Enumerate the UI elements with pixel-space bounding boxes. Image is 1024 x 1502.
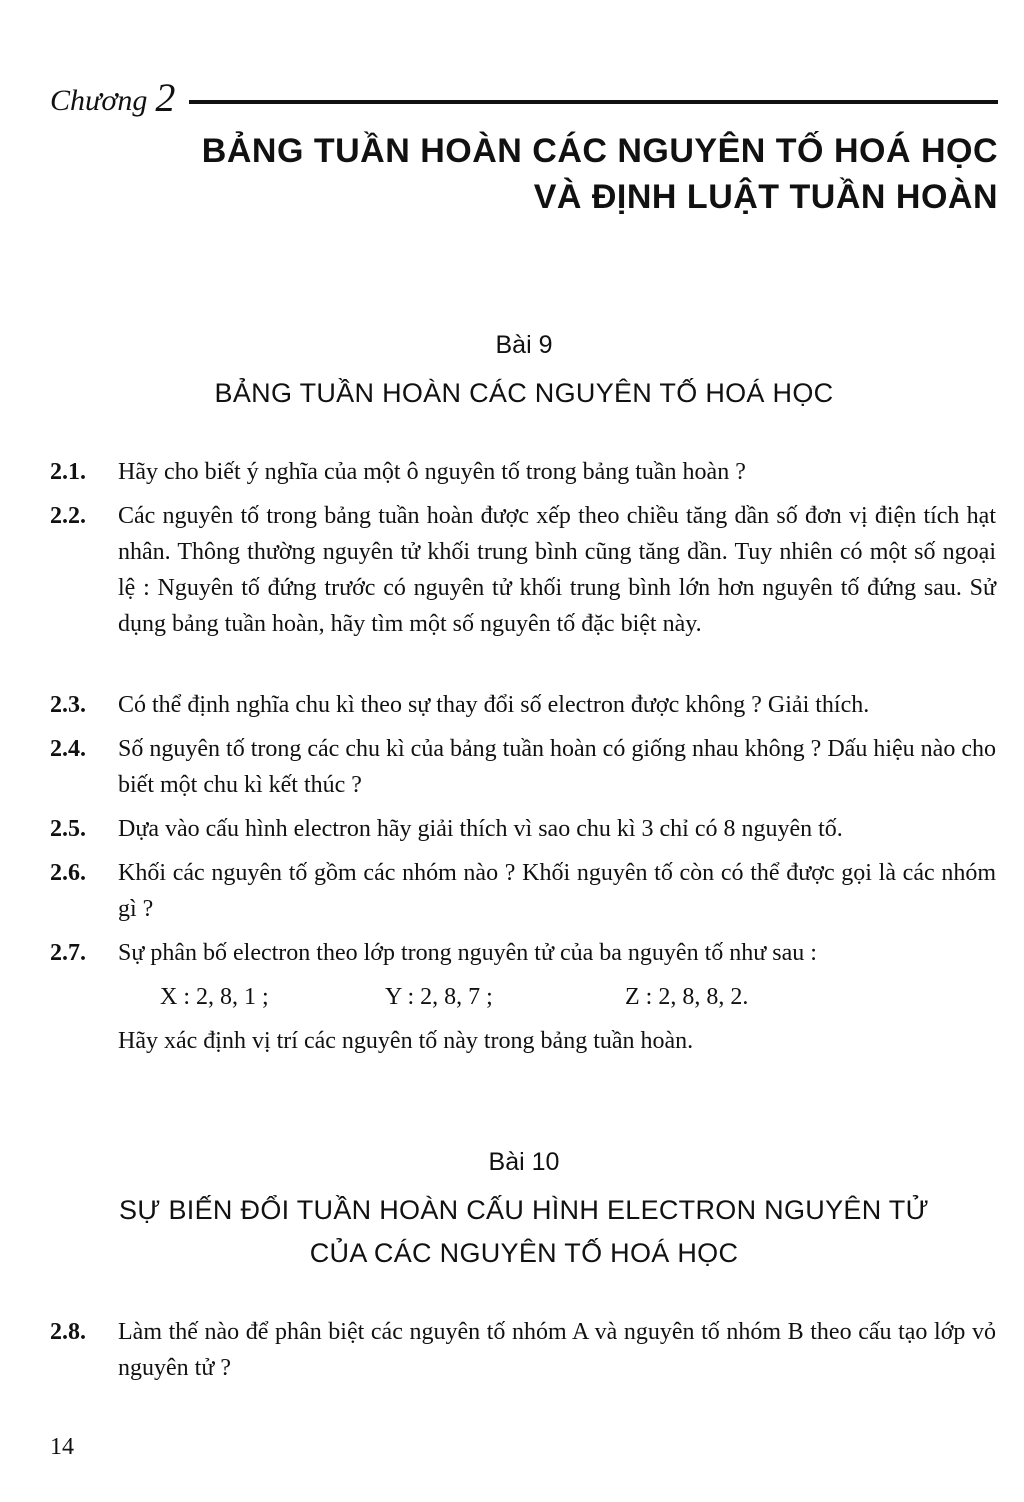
chapter-word: Chương: [50, 84, 148, 117]
lesson-10-title: [40, 1189, 1008, 1275]
exercise-text: Khối các nguyên tố gồm các nhóm nào ? Khối nguyên tố còn có thể được gọi là các nhóm gì ?: [118, 860, 996, 922]
exercise-text: Sự phân bố electron theo lớp trong nguyên tử của ba nguyên tố như sau :: [118, 940, 817, 966]
exercise-number: 2.3.: [50, 692, 86, 718]
page-number: 14: [50, 1434, 74, 1460]
exercise-2-8: [50, 1314, 996, 1386]
lesson-9-title: [40, 372, 1008, 415]
exercise-number: 2.4.: [50, 736, 86, 762]
chapter-rule: [189, 100, 998, 104]
lesson-9-title-line: BẢNG TUẦN HOÀN CÁC NGUYÊN TỐ HOÁ HỌC: [214, 378, 834, 408]
chapter-number: 2: [155, 75, 176, 120]
config-x: X : 2, 8, 1 ;: [160, 984, 269, 1010]
exercise-text: Có thể định nghĩa chu kì theo sự thay đổi số electron được không ? Giải thích.: [118, 692, 870, 718]
exercise-2-5: [50, 811, 996, 847]
exercise-number: 2.1.: [50, 459, 86, 485]
config-y: Y : 2, 8, 7 ;: [385, 984, 493, 1010]
exercise-text: Số nguyên tố trong các chu kì của bảng tuần hoàn có giống nhau không ? Dấu hiệu nào cho biết một chu kì kết thúc ?: [118, 736, 996, 798]
exercise-2-6: [50, 855, 996, 927]
chapter-heading: [50, 72, 998, 120]
lesson-10-title-line-1: SỰ BIẾN ĐỔI TUẦN HOÀN CẤU HÌNH ELECTRON NGUYÊN TỬ: [119, 1195, 929, 1225]
exercise-number: 2.8.: [50, 1319, 86, 1345]
exercise-text: Các nguyên tố trong bảng tuần hoàn được xếp theo chiều tăng dần số đơn vị điện tích hạt nhân. Thông thường nguyên tử khối trung bình cũng tăng dần. Tuy nhiên có một số ngoại lệ : Nguyên tố đứng trước có nguyên tử khối trung bình lớn hơn nguyên tố đứng sau. Sử dụng bảng tuần hoàn, hãy tìm một số nguyên tố đặc biệt này.: [118, 503, 996, 637]
exercise-number: 2.5.: [50, 816, 86, 842]
electron-configurations: [118, 979, 996, 1015]
exercise-number: 2.2.: [50, 503, 86, 529]
exercise-text: Dựa vào cấu hình electron hãy giải thích vì sao chu kì 3 chỉ có 8 nguyên tố.: [118, 816, 843, 842]
exercise-2-2: [50, 498, 996, 642]
lesson-10-label: Bài 10: [488, 1148, 560, 1176]
lesson-9-label: Bài 9: [495, 331, 553, 359]
exercise-text-after: Hãy xác định vị trí các nguyên tố này trong bảng tuần hoàn.: [118, 1028, 694, 1054]
chapter-title-line-1: BẢNG TUẦN HOÀN CÁC NGUYÊN TỐ HOÁ HỌC: [201, 132, 998, 170]
exercise-2-7: [50, 935, 996, 1059]
exercise-2-1: [50, 454, 996, 490]
chapter-title-line-2: VÀ ĐỊNH LUẬT TUẦN HOÀN: [533, 178, 998, 216]
exercise-2-3: [50, 687, 996, 723]
chapter-title: [98, 128, 998, 220]
config-z: Z : 2, 8, 8, 2.: [625, 984, 749, 1010]
exercise-text: Làm thế nào để phân biệt các nguyên tố nhóm A và nguyên tố nhóm B theo cấu tạo lớp vỏ nguyên tử ?: [118, 1319, 996, 1381]
exercise-number: 2.6.: [50, 860, 86, 886]
exercise-2-4: [50, 731, 996, 803]
exercise-number: 2.7.: [50, 940, 86, 966]
exercise-text: Hãy cho biết ý nghĩa của một ô nguyên tố trong bảng tuần hoàn ?: [118, 459, 746, 485]
lesson-10-title-line-2: CỦA CÁC NGUYÊN TỐ HOÁ HỌC: [309, 1238, 739, 1268]
